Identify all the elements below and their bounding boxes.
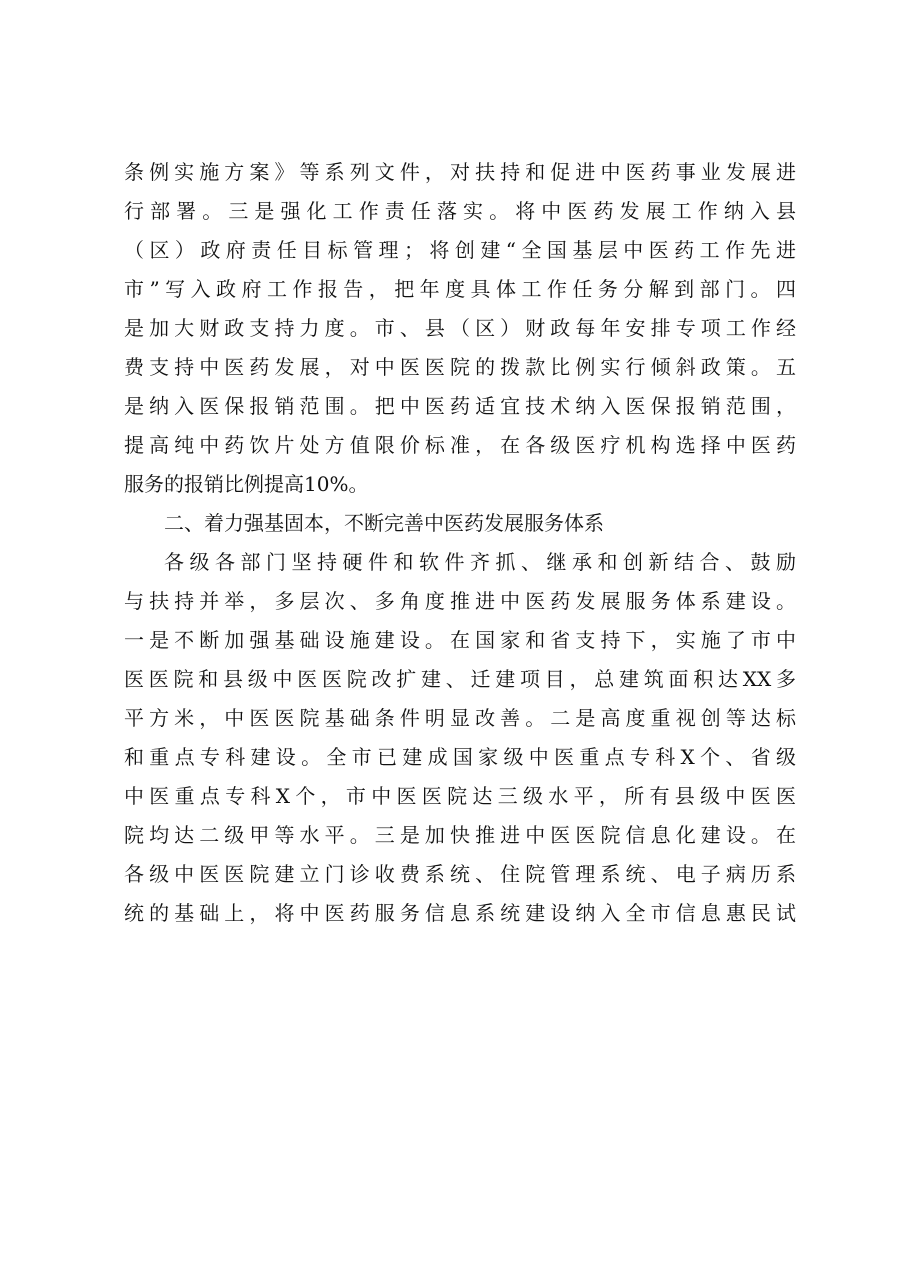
section-heading: 二、着力强基固本，不断完善中医药发展服务体系: [164, 511, 604, 535]
text-line: 费支持中医药发展，对中医医院的拨款比例实行倾斜政策。五: [124, 355, 796, 379]
text-line: 是加大财政支持力度。市、县（区）财政每年安排专项工作经: [124, 316, 796, 340]
text-line: 医医院和县级中医医院改扩建、迁建项目，总建筑面积达XX多: [124, 667, 796, 691]
text-line: 平方米，中医医院基础条件明显改善。二是高度重视创等达标: [124, 706, 796, 730]
text-line: 提高纯中药饮片处方值限价标准，在各级医疗机构选择中医药: [124, 433, 796, 457]
text-line: 条例实施方案》等系列文件，对扶持和促进中医药事业发展进: [124, 160, 796, 184]
text-line: 市”写入政府工作报告，把年度具体工作任务分解到部门。四: [124, 277, 796, 301]
text-line: 统的基础上，将中医药服务信息系统建设纳入全市信息惠民试: [124, 901, 796, 925]
text-line: 一是不断加强基础设施建设。在国家和省支持下，实施了市中: [124, 628, 796, 652]
body-text: [124, 153, 796, 933]
text-line: （区）政府责任目标管理；将创建“全国基层中医药工作先进: [124, 238, 796, 262]
text-line: 院均达二级甲等水平。三是加快推进中医医院信息化建设。在: [124, 823, 796, 847]
text-line: 各级各部门坚持硬件和软件齐抓、继承和创新结合、鼓励: [164, 550, 796, 574]
text-line: 是纳入医保报销范围。把中医药适宜技术纳入医保报销范围，: [124, 394, 796, 418]
text-line: 中医重点专科X个，市中医医院达三级水平，所有县级中医医: [124, 784, 796, 808]
text-line: 行部署。三是强化工作责任落实。将中医药发展工作纳入县: [124, 199, 796, 223]
text-line: 与扶持并举，多层次、多角度推进中医药发展服务体系建设。: [124, 589, 796, 613]
text-line: 和重点专科建设。全市已建成国家级中医重点专科X个、省级: [124, 745, 796, 769]
text-line: 各级中医医院建立门诊收费系统、住院管理系统、电子病历系: [124, 862, 796, 886]
text-line: 服务的报销比例提高10%。: [124, 472, 369, 496]
